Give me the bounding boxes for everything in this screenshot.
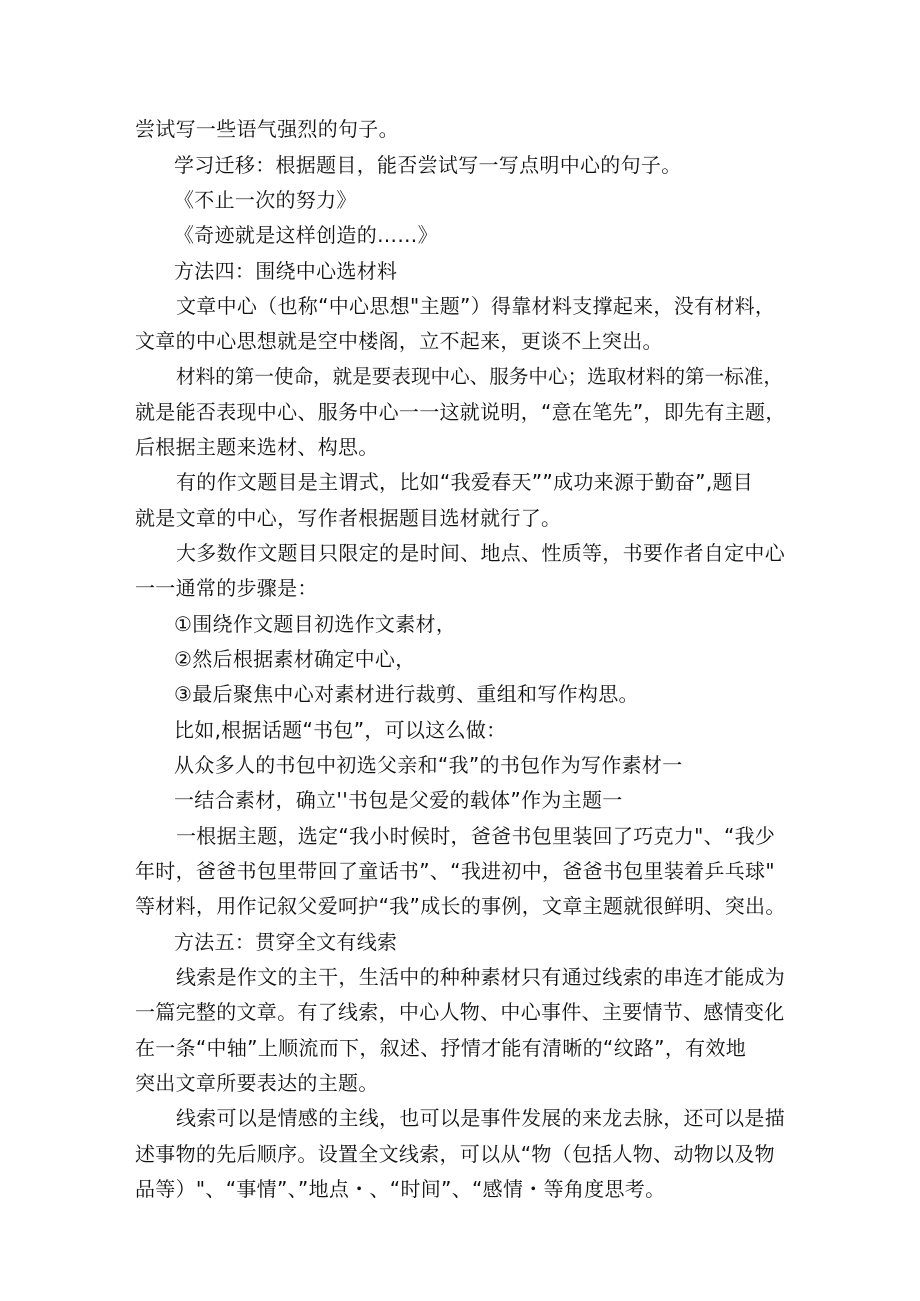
text-line-7: 文章的中心思想就是空中楼阁，立不起来，更谈不上突出。 [135,329,663,353]
text-line-26: 一篇完整的文章。有了线索，中心人物、中心事件、主要情节、感情变化 [135,1000,785,1024]
text-line-25: 线索是作文的主干，生活中的种种素材只有通过线索的串连才能成为 [176,965,785,989]
text-line-31: 品等）"、“事情”、”地点・、“时间”、“感情・等角度思考。 [135,1177,666,1201]
section-heading-method-4: 方法四：围绕中心选材料 [174,259,398,283]
text-line-15: ①围绕作文题目初选作文素材， [174,612,457,636]
section-heading-method-5: 方法五：贯穿全文有线索 [174,930,398,954]
text-line-18: 比如,根据话题“书包”，可以这么做： [174,718,507,742]
text-line-3: 《不止一次的努力》 [174,188,357,212]
text-line-21: 一根据主题，选定“我小时候时，爸爸书包里装回了巧克力"、“我少 [176,824,776,848]
text-line-27: 在一条“中轴”上顺流而下，叙述、抒情才能有清晰的“纹路”，有效地 [135,1036,747,1060]
text-line-17: ③最后聚焦中心对素材进行裁剪、重组和写作构思。 [174,682,639,706]
text-line-29: 线索可以是情感的主线，也可以是事件发展的来龙去脉，还可以是描 [176,1106,785,1130]
text-line-4: 《奇迹就是这样创造的……》 [174,223,438,247]
text-line-20: 一结合素材，确立''书包是父爱的载体”作为主题一 [174,788,623,812]
text-line-28: 突出文章所要表达的主题。 [135,1071,379,1095]
text-line-13: 大多数作文题目只限定的是时间、地点、性质等，书要作者自定中心 [176,541,785,565]
text-line-6: 文章中心（也称“中心思想"主题”）得靠材料支撑起来，没有材料， [176,294,776,318]
text-line-22: 年时，爸爸书包里带回了童话书”、“我进初中，爸爸书包里装着乒乓球" [135,859,775,883]
text-line-12: 就是文章的中心，写作者根据题目选材就行了。 [135,506,562,530]
text-line-9: 就是能否表现中心、服务中心一一这就说明，“意在笔先”，即先有主题， [135,400,786,424]
text-line-11: 有的作文题目是主谓式，比如“我爱春天””成功来源于勤奋”,题目 [176,470,754,494]
text-line-30: 述事物的先后顺序。设置全文线索，可以从“物（包括人物、动物以及物 [135,1142,775,1166]
text-line-1: 尝试写一些语气强烈的句子。 [135,117,399,141]
text-line-23: 等材料，用作记叙父爱呵护“我”成长的事例，文章主题就很鲜明、突出。 [135,894,786,918]
text-line-19: 从众多人的书包中初选父亲和“我”的书包作为写作素材一 [174,753,683,777]
text-line-10: 后根据主题来选材、构思。 [135,435,379,459]
text-line-14: 一一通常的步骤是： [135,576,318,600]
text-line-2: 学习迁移：根据题目，能否尝试写一写点明中心的句子。 [174,153,682,177]
text-line-8: 材料的第一使命，就是要表现中心、服务中心；选取材料的第一标准， [176,365,783,388]
text-line-16: ②然后根据素材确定中心， [174,647,416,671]
